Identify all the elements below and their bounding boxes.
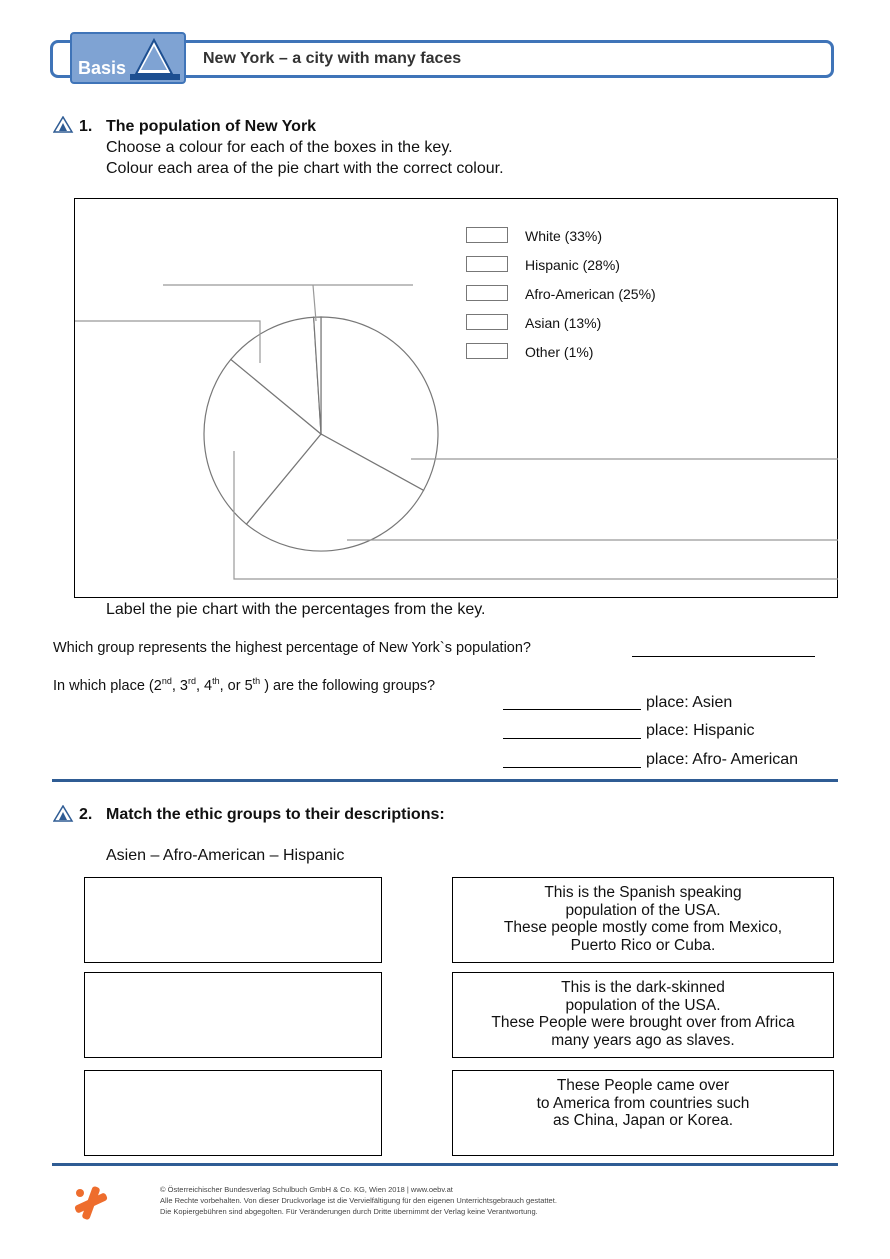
description-line: These People were brought over from Africa [491,1014,795,1031]
footer-rights: Alle Rechte vorbehalten. Von dieser Druckvorlage ist die Vervielfältigung für den eigenen Unterrichtsgebrauch gestattet. [160,1196,557,1205]
description-line: These people mostly come from Mexico, [503,919,783,936]
label-instruction: Label the pie chart with the percentages from the key. [106,601,486,618]
q2-part: , 3 [171,677,188,694]
q2-part: , or 5 [219,677,253,694]
q2-part: ) are the following groups? [260,677,436,694]
task1-title: The population of New York [106,118,317,135]
label-line-tick [313,285,316,321]
answer-blank-1[interactable] [632,640,815,657]
key-label-other: Other (1%) [525,344,594,360]
footer-divider [52,1163,838,1166]
question-2 [53,676,435,694]
place-hispanic: place: Hispanic [646,722,755,739]
pie-chart [74,198,838,598]
page-title: New York – a city with many faces [203,50,462,67]
publisher-logo-icon [72,1184,110,1222]
answer-box-3[interactable] [84,1070,382,1156]
task1-number: 1. [79,118,93,135]
task1-instruction-1: Choose a colour for each of the boxes in the key. [106,139,453,156]
description-line: population of the USA. [565,996,721,1014]
level-icon [53,116,75,134]
pie-chart-frame [74,198,838,598]
place-asien: place: Asien [646,694,733,711]
question-1: Which group represents the highest percentage of New York`s population? [53,640,531,656]
description-line: Puerto Rico or Cuba. [570,936,716,954]
task2-groups: Asien – Afro-American – Hispanic [106,847,345,864]
description-box-asian [452,1070,834,1156]
q2-part: , 4 [195,677,213,694]
level-icon [53,805,75,823]
place-afro-american: place: Afro- American [646,751,799,768]
description-box-hispanic [452,877,834,963]
description-line: many years ago as slaves. [551,1031,735,1049]
q2-sup: rd [187,676,196,686]
footer-fees: Die Kopiergebühren sind abgegolten. Für Veränderungen durch Dritte übernimmt der Verlag keine Verantwortung. [160,1207,538,1216]
answer-box-2[interactable] [84,972,382,1058]
place-blank-asien[interactable] [503,692,641,710]
key-box-hispanic[interactable] [466,256,508,272]
footer-copyright: © Österreichischer Bundesverlag Schulbuch GmbH & Co. KG, Wien 2018 | www.oebv.at [160,1185,453,1194]
key-label-asian: Asian (13%) [525,315,602,331]
label-lines [75,285,838,579]
q2-sup: th [212,676,220,686]
place-blank-afro[interactable] [503,749,641,768]
description-line: This is the dark-skinned [561,979,725,996]
q2-sup: th [252,676,261,686]
section-divider [52,779,838,782]
description-line: This is the Spanish speaking [544,884,742,901]
key-label-hispanic: Hispanic (28%) [525,257,620,273]
key-box-other[interactable] [466,343,508,359]
description-line: as China, Japan or Korea. [552,1112,734,1129]
key-box-white[interactable] [466,227,508,243]
key-label-white: White (33%) [525,228,603,244]
key-box-afro-american[interactable] [466,285,508,301]
task2-title: Match the ethic groups to their descriptions: [106,806,445,823]
key-label-afro-american: Afro-American (25%) [525,286,656,302]
task1-instruction-2: Colour each area of the pie chart with the correct colour. [106,160,504,177]
q2-part: In which place (2 [53,677,162,694]
description-line: to America from countries such [536,1094,750,1112]
answer-box-1[interactable] [84,877,382,963]
key-box-asian[interactable] [466,314,508,330]
description-box-afro [452,972,834,1058]
q2-sup: nd [161,676,172,686]
description-line: These People came over [556,1077,730,1094]
task2-number: 2. [79,806,93,823]
place-blank-hispanic[interactable] [503,720,641,739]
label-line-asian [75,321,260,363]
description-line: population of the USA. [565,901,721,919]
badge-label: Basis [78,58,127,78]
